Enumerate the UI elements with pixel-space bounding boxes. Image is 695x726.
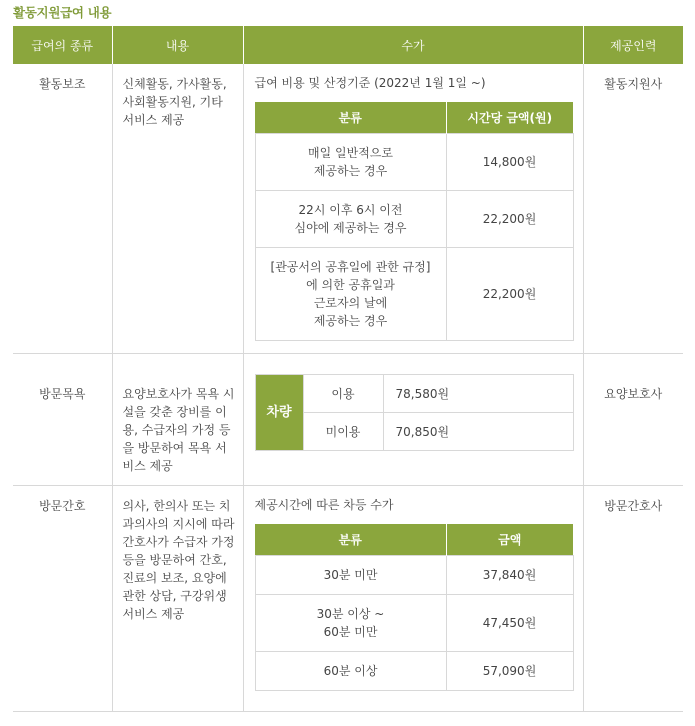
subtable-row — [255, 191, 573, 248]
subtable-row — [255, 556, 573, 595]
fee-caption: 급여 비용 및 산정기준 (2022년 1월 1일 ~) — [254, 76, 486, 90]
table-row — [13, 486, 683, 712]
subtable-amount: 57,090원 — [446, 652, 573, 691]
table-row — [13, 64, 683, 354]
header-staff: 제공인력 — [583, 26, 683, 64]
subtable-category: [관공서의 공휴일에 관한 규정] 에 의한 공휴일과 근로자의 날에 제공하는 경우 — [255, 248, 446, 341]
subtable-category: 30분 미만 — [255, 556, 446, 595]
subtable-row — [255, 375, 573, 413]
subtable-row — [255, 595, 573, 652]
fee-subtable — [255, 524, 574, 691]
subtable-row — [255, 413, 573, 451]
vehicle-amount: 78,580원 — [383, 375, 573, 413]
subtable-category: 22시 이후 6시 이전 심야에 제공하는 경우 — [255, 191, 446, 248]
description-cell: 의사, 한의사 또는 치과의사의 지시에 따라 간호사가 수급자 가정 등을 방문하여 간호, 진료의 보조, 요양에 관한 상담, 구강위생 서비스 제공 — [112, 486, 243, 712]
subtable-header-category: 분류 — [255, 524, 446, 556]
subtable-category: 매일 일반적으로 제공하는 경우 — [255, 134, 446, 191]
staff-cell: 요양보호사 — [583, 354, 683, 486]
subtable-header-amount: 시간당 금액(원) — [446, 102, 573, 134]
vehicle-option: 미이용 — [303, 413, 383, 451]
subtable-amount: 37,840원 — [446, 556, 573, 595]
subtable-amount: 22,200원 — [446, 191, 573, 248]
subtable-row — [255, 248, 573, 341]
staff-cell: 활동지원사 — [583, 64, 683, 354]
subtable-category: 30분 이상 ~ 60분 미만 — [255, 595, 446, 652]
description-cell: 신체활동, 가사활동, 사회활동지원, 기타 서비스 제공 — [112, 64, 243, 354]
fee-cell — [243, 64, 583, 354]
description-cell: 요양보호사가 목욕 시설을 갖춘 장비를 이용, 수급자의 가정 등을 방문하여 목욕 서비스 제공 — [112, 354, 243, 486]
kind-cell: 방문목욕 — [13, 354, 112, 486]
vehicle-subtable — [255, 374, 574, 451]
subtable-row — [255, 652, 573, 691]
fee-subtable — [255, 102, 574, 341]
page-title: 활동지원급여 내용 — [13, 5, 112, 20]
subtable-header-amount: 금액 — [446, 524, 573, 556]
subtable-header-category: 분류 — [255, 102, 446, 134]
subtable-row — [255, 134, 573, 191]
fee-cell — [243, 486, 583, 712]
fee-caption: 제공시간에 따른 차등 수가 — [254, 498, 394, 512]
staff-cell: 방문간호사 — [583, 486, 683, 712]
header-kind: 급여의 종류 — [13, 26, 112, 64]
table-row — [13, 354, 683, 486]
header-fee: 수가 — [243, 26, 583, 64]
fee-cell — [243, 354, 583, 486]
subtable-amount: 47,450원 — [446, 595, 573, 652]
subtable-amount: 22,200원 — [446, 248, 573, 341]
vehicle-label: 차량 — [255, 375, 303, 451]
vehicle-option: 이용 — [303, 375, 383, 413]
benefit-table — [13, 26, 683, 712]
kind-cell: 방문간호 — [13, 486, 112, 712]
subtable-category: 60분 이상 — [255, 652, 446, 691]
kind-cell: 활동보조 — [13, 64, 112, 354]
subtable-amount: 14,800원 — [446, 134, 573, 191]
header-content: 내용 — [112, 26, 243, 64]
vehicle-amount: 70,850원 — [383, 413, 573, 451]
header-row — [13, 26, 683, 64]
